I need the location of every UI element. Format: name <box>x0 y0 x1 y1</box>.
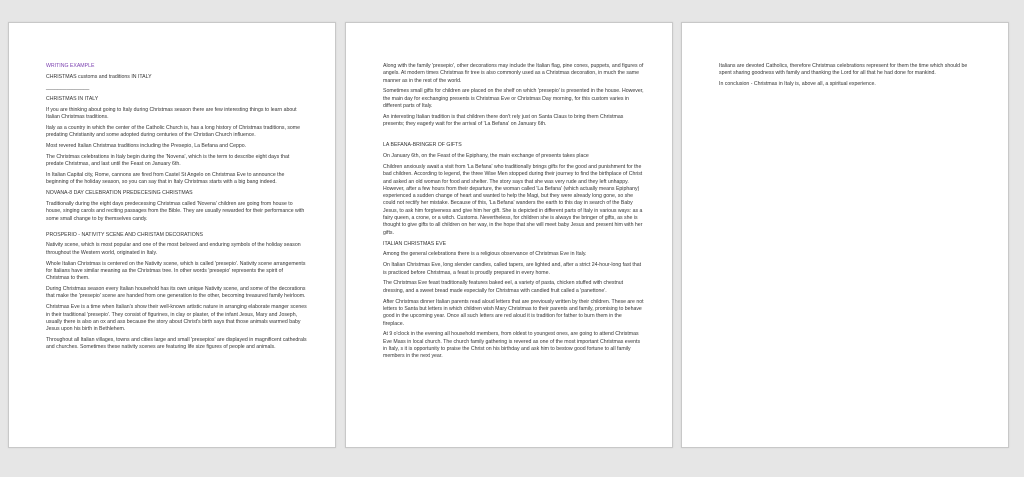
paragraph: Sometimes small gifts for children are placed on the shelf on which 'presepio' is presented in the house. However, the main day for exchanging presents is Christmas Eve or Christmas Day morning, for this custom varies in different parts of Italy. <box>383 88 644 110</box>
paragraph: On Italian Christmas Eve, long slender candles, called tapers, are lighted and, after a strict 24-hour-long fast that is practiced before Christmas, a feast is proudly prepared in every home. <box>383 262 642 276</box>
page-2-text[interactable] <box>383 63 644 364</box>
paragraph: During Christmas season every Italian household has its own unique Nativity scene, and some of the decorations that make the 'presepio' scene are handed from one generation to the other, becoming treasured family heirloom. <box>46 286 306 300</box>
page-3-text[interactable] <box>719 63 980 92</box>
paragraph: Along with the family 'presepio', other decorations may include the Italian flag, pine cones, puppets, and figures of angels. At modern times Christmas fir tree is also commonly used as a Christmas decoration, in much the same manner as in the rest of the world. <box>383 63 644 84</box>
heading-presperio: PROSPERIO - NATIVITY SCENE AND CHRISTAM DECORATIONS <box>46 231 203 238</box>
heading-christmas-eve: ITALIAN CHRISTMAS EVE <box>383 240 447 247</box>
heading-novena: NOVANA-8 DAY CELEBRATION PREDECESING CHRISTMAS <box>46 190 193 197</box>
paragraph: At 9 o'clock in the evening all household members, from oldest to youngest ones, are going to attend Christmas Eve Mass in local church. The church family gathering is revered as one of the most important Christmas events in Italy, s it is opportunity to praise the Christ on his birthday and ask him to bestow good fortune to all family members in the next year. <box>383 331 641 360</box>
paragraph: The Christmas celebrations in Italy begin during the 'Novena', which is the term to describe eight days that predate Christmas, and last until the Feast on January 6th. <box>46 153 290 168</box>
paragraph: Children anxiously await a visit from 'La Befana' who traditionally brings gifts for the good and punishment for the bad children. According to legend, the three Wise Men stopped during their journey to find the birthplace of Christ and asked an old woman for food and shelter. The story says that she was very rude and they left unhappy. However, after a few hours from their departure, the woman called 'La Befana' (which actually means Epiphany) experienced a sudden change of heart and wanted to help the Magi, but they were already long gone, so she could not rectify her mistake. Because of this, 'La Befana' wanders the earth to this day in search of the Baby Jesus, to ask him forgiveness and give him her gift. She is depicted in different parts of Italy in various ways: as a fairy queen, a crone, or a witch. Customs. Nevertheless, for children she is always the bringer of gifts, as she is thought to give gifts to all children on her way, in the hope that she will meet baby Jesus and present him with her gifts. <box>383 163 643 236</box>
document-page-1 <box>8 22 336 448</box>
paragraph: In Italian Capital city, Rome, cannons are fired from Castel St Angelo on Christmas Eve to announce the beginning of the holiday season, so you can say that in Italy Christmas starts with a big bang indeed. <box>46 172 285 186</box>
paragraph: On January 6th, on the Feast of the Epiphany, the main exchange of presents takes place <box>383 153 589 160</box>
paragraph: An interesting Italian tradition is that children there don't rely just on Santa Claus to bring them Christmas presents; they eagerly wait for the arrival of 'La Befana' on January 6th. <box>383 113 624 128</box>
writing-example-label: WRITING EXAMPLE <box>46 63 95 69</box>
paragraph: Throughout all Italian villages, towns and cities large and small 'presepios' are displayed in magnificent cathedrals and churches. Sometimes these nativity scenes are featuring life size figures of people and animals. <box>46 337 307 351</box>
paragraph: Traditionally during the eight days predecessing Christmas called 'Novena' children are going from house to house, singing carols and reciting passages from the Bible. They are usually rewarded for their performance with some small change to by themselves candy. <box>46 201 305 222</box>
paragraph: Italy as a country in which the center of the Catholic Church is, has a long history of Christmas traditions, some predating Christianity and some adopted during centuries of the Christian Church influence. <box>46 124 301 139</box>
paragraph: Whole Italian Christmas is centered on the Nativity scene, which is called 'presepio'. Nativity scene arrangements for Italians have similar meaning as the Christmas tree. In other words 'presepio' represents the spirit of Christmas to them. <box>46 260 306 282</box>
paragraph: The Christmas Eve feast traditionally features baked eel, a variety of pasta, chicken stuffed with chestnut dressing, and a sweet bread made especially for Christmas with candied fruit called a 'panettone'. <box>383 280 624 294</box>
paragraph: If you are thinking about going to Italy during Christmas season there are few interesting things to learn about Italian Christmas traditions. <box>46 106 297 120</box>
paragraph: Christmas Eve is a time when Italian's show their well-known artistic nature in arranging elaborate manger scenes in their traditional 'presepio'. They consist of figurines, in clay or plaster, of the infant Jesus, Mary and Joseph, usually there is also an ox and ass because the story about Christ's birth says that those animals warmed baby Jesus upon his birth in Bethlehem. <box>46 304 307 333</box>
paragraph: Most revered Italian Christmas traditions including the Presepio, La Befana and Ceppo. <box>46 142 247 149</box>
document-title: CHRISTMAS customs and traditions IN ITALY <box>46 73 152 80</box>
paragraph: Among the general celebrations there is a religious observance of Christmas Eve in Italy. <box>383 251 587 258</box>
page-1-text[interactable] <box>46 63 307 355</box>
document-page-3 <box>681 22 1009 448</box>
paragraph: Nativity scene, which is most popular and one of the most beloved and enduring symbols of the holiday season throughout the Western world, originated in Italy. <box>46 242 301 256</box>
paragraph: Italians are devoted Catholics, therefore Christmas celebrations represent for them the time which should be spent sharing goodness with family and thanking the Lord for all that he had done for mankind. <box>719 63 968 77</box>
document-page-2 <box>345 22 673 448</box>
heading-la-befana: LA BEFANA-BRINGER OF GIFTS <box>383 142 462 149</box>
paragraph: In conclusion - Christmas in Italy is, above all, a spiritual experience. <box>719 81 876 88</box>
title-underline: _______________ <box>46 84 90 91</box>
paragraph: After Christmas dinner Italian parents read aloud letters that are previously written by their children. These are not letters to Santa but letters in which children wish Mary Christmas to their parents and family, promising to behave good in the upcoming year. Once all such letters are red aloud it is tradition for father to burn them in the fireplace. <box>383 298 644 327</box>
heading-christmas-in-italy: CHRISTMAS IN ITALY <box>46 95 99 102</box>
